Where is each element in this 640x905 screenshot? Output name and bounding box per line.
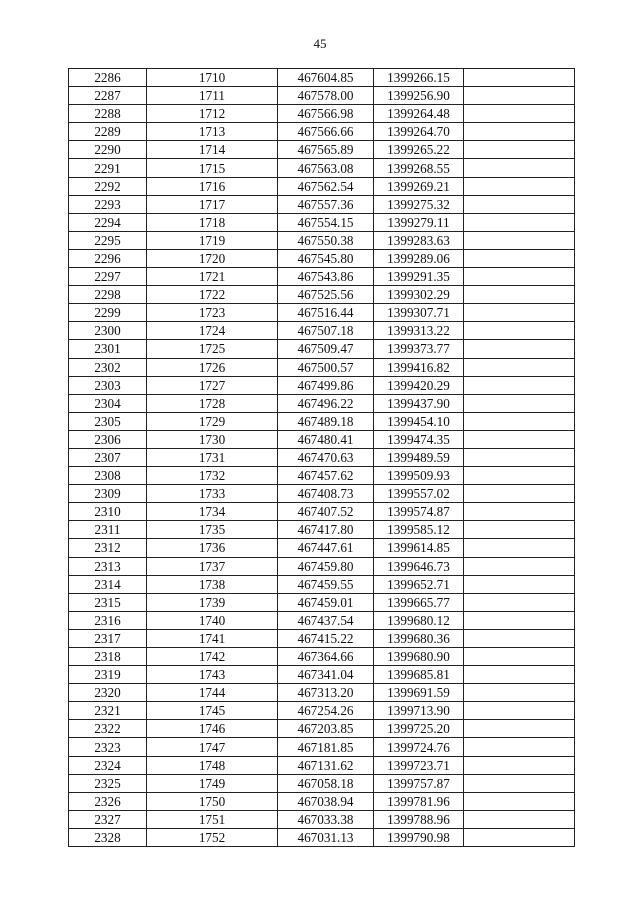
vertex-number-cell: 1728 [147,394,278,412]
vertex-number-cell: 1714 [147,141,278,159]
point-number-cell: 2308 [69,467,147,485]
empty-cell [464,467,575,485]
vertex-number-cell: 1729 [147,412,278,430]
table-row [69,521,575,539]
table-row [69,141,575,159]
y-coordinate-cell: 1399790.98 [374,828,464,846]
table-row [69,286,575,304]
table-row [69,593,575,611]
x-coordinate-cell: 467457.62 [278,467,374,485]
x-coordinate-cell: 467496.22 [278,394,374,412]
empty-cell [464,666,575,684]
table-row [69,376,575,394]
vertex-number-cell: 1721 [147,268,278,286]
x-coordinate-cell: 467566.66 [278,123,374,141]
point-number-cell: 2315 [69,593,147,611]
x-coordinate-cell: 467038.94 [278,792,374,810]
vertex-number-cell: 1749 [147,774,278,792]
empty-cell [464,376,575,394]
empty-cell [464,195,575,213]
x-coordinate-cell: 467565.89 [278,141,374,159]
empty-cell [464,123,575,141]
table-row [69,340,575,358]
point-number-cell: 2313 [69,557,147,575]
empty-cell [464,412,575,430]
empty-cell [464,648,575,666]
vertex-number-cell: 1718 [147,213,278,231]
point-number-cell: 2324 [69,756,147,774]
empty-cell [464,792,575,810]
point-number-cell: 2327 [69,810,147,828]
x-coordinate-cell: 467181.85 [278,738,374,756]
point-number-cell: 2325 [69,774,147,792]
y-coordinate-cell: 1399437.90 [374,394,464,412]
table-row [69,213,575,231]
y-coordinate-cell: 1399574.87 [374,503,464,521]
point-number-cell: 2295 [69,231,147,249]
y-coordinate-cell: 1399614.85 [374,539,464,557]
vertex-number-cell: 1732 [147,467,278,485]
vertex-number-cell: 1710 [147,69,278,87]
x-coordinate-cell: 467447.61 [278,539,374,557]
point-number-cell: 2291 [69,159,147,177]
x-coordinate-cell: 467058.18 [278,774,374,792]
vertex-number-cell: 1723 [147,304,278,322]
vertex-number-cell: 1716 [147,177,278,195]
table-row [69,666,575,684]
coordinates-table-body [69,69,575,847]
point-number-cell: 2326 [69,792,147,810]
point-number-cell: 2294 [69,213,147,231]
empty-cell [464,430,575,448]
empty-cell [464,448,575,466]
x-coordinate-cell: 467604.85 [278,69,374,87]
empty-cell [464,231,575,249]
vertex-number-cell: 1750 [147,792,278,810]
vertex-number-cell: 1722 [147,286,278,304]
table-row [69,557,575,575]
y-coordinate-cell: 1399646.73 [374,557,464,575]
y-coordinate-cell: 1399264.70 [374,123,464,141]
vertex-number-cell: 1730 [147,430,278,448]
x-coordinate-cell: 467415.22 [278,629,374,647]
point-number-cell: 2312 [69,539,147,557]
vertex-number-cell: 1713 [147,123,278,141]
empty-cell [464,87,575,105]
x-coordinate-cell: 467480.41 [278,430,374,448]
point-number-cell: 2293 [69,195,147,213]
table-row [69,87,575,105]
table-row [69,738,575,756]
y-coordinate-cell: 1399680.90 [374,648,464,666]
vertex-number-cell: 1735 [147,521,278,539]
table-row [69,448,575,466]
empty-cell [464,702,575,720]
empty-cell [464,322,575,340]
table-row [69,304,575,322]
table-row [69,720,575,738]
y-coordinate-cell: 1399781.96 [374,792,464,810]
table-row [69,756,575,774]
point-number-cell: 2310 [69,503,147,521]
x-coordinate-cell: 467203.85 [278,720,374,738]
y-coordinate-cell: 1399489.59 [374,448,464,466]
empty-cell [464,213,575,231]
x-coordinate-cell: 467554.15 [278,213,374,231]
y-coordinate-cell: 1399256.90 [374,87,464,105]
y-coordinate-cell: 1399265.22 [374,141,464,159]
empty-cell [464,340,575,358]
y-coordinate-cell: 1399725.20 [374,720,464,738]
y-coordinate-cell: 1399302.29 [374,286,464,304]
point-number-cell: 2317 [69,629,147,647]
point-number-cell: 2304 [69,394,147,412]
vertex-number-cell: 1743 [147,666,278,684]
empty-cell [464,557,575,575]
table-row [69,629,575,647]
y-coordinate-cell: 1399685.81 [374,666,464,684]
y-coordinate-cell: 1399264.48 [374,105,464,123]
point-number-cell: 2309 [69,485,147,503]
point-number-cell: 2299 [69,304,147,322]
y-coordinate-cell: 1399307.71 [374,304,464,322]
point-number-cell: 2320 [69,684,147,702]
x-coordinate-cell: 467459.01 [278,593,374,611]
point-number-cell: 2328 [69,828,147,846]
y-coordinate-cell: 1399275.32 [374,195,464,213]
table-row [69,810,575,828]
table-row [69,430,575,448]
vertex-number-cell: 1740 [147,611,278,629]
table-row [69,159,575,177]
vertex-number-cell: 1739 [147,593,278,611]
empty-cell [464,105,575,123]
x-coordinate-cell: 467254.26 [278,702,374,720]
table-row [69,792,575,810]
point-number-cell: 2297 [69,268,147,286]
point-number-cell: 2290 [69,141,147,159]
x-coordinate-cell: 467313.20 [278,684,374,702]
point-number-cell: 2319 [69,666,147,684]
y-coordinate-cell: 1399291.35 [374,268,464,286]
y-coordinate-cell: 1399757.87 [374,774,464,792]
y-coordinate-cell: 1399723.71 [374,756,464,774]
table-row [69,575,575,593]
y-coordinate-cell: 1399652.71 [374,575,464,593]
empty-cell [464,828,575,846]
point-number-cell: 2301 [69,340,147,358]
empty-cell [464,684,575,702]
x-coordinate-cell: 467470.63 [278,448,374,466]
y-coordinate-cell: 1399557.02 [374,485,464,503]
x-coordinate-cell: 467489.18 [278,412,374,430]
table-row [69,177,575,195]
x-coordinate-cell: 467543.86 [278,268,374,286]
vertex-number-cell: 1744 [147,684,278,702]
x-coordinate-cell: 467525.56 [278,286,374,304]
vertex-number-cell: 1725 [147,340,278,358]
x-coordinate-cell: 467566.98 [278,105,374,123]
point-number-cell: 2286 [69,69,147,87]
vertex-number-cell: 1748 [147,756,278,774]
vertex-number-cell: 1745 [147,702,278,720]
vertex-number-cell: 1726 [147,358,278,376]
y-coordinate-cell: 1399283.63 [374,231,464,249]
vertex-number-cell: 1736 [147,539,278,557]
vertex-number-cell: 1731 [147,448,278,466]
y-coordinate-cell: 1399373.77 [374,340,464,358]
table-row [69,394,575,412]
empty-cell [464,503,575,521]
point-number-cell: 2316 [69,611,147,629]
y-coordinate-cell: 1399313.22 [374,322,464,340]
table-row [69,105,575,123]
empty-cell [464,485,575,503]
empty-cell [464,810,575,828]
x-coordinate-cell: 467437.54 [278,611,374,629]
vertex-number-cell: 1711 [147,87,278,105]
y-coordinate-cell: 1399713.90 [374,702,464,720]
y-coordinate-cell: 1399289.06 [374,249,464,267]
y-coordinate-cell: 1399269.21 [374,177,464,195]
vertex-number-cell: 1747 [147,738,278,756]
table-row [69,611,575,629]
point-number-cell: 2287 [69,87,147,105]
vertex-number-cell: 1733 [147,485,278,503]
vertex-number-cell: 1734 [147,503,278,521]
y-coordinate-cell: 1399420.29 [374,376,464,394]
empty-cell [464,394,575,412]
vertex-number-cell: 1727 [147,376,278,394]
empty-cell [464,358,575,376]
x-coordinate-cell: 467578.00 [278,87,374,105]
y-coordinate-cell: 1399724.76 [374,738,464,756]
x-coordinate-cell: 467545.80 [278,249,374,267]
x-coordinate-cell: 467500.57 [278,358,374,376]
point-number-cell: 2303 [69,376,147,394]
table-row [69,358,575,376]
x-coordinate-cell: 467417.80 [278,521,374,539]
table-row [69,485,575,503]
point-number-cell: 2292 [69,177,147,195]
point-number-cell: 2300 [69,322,147,340]
y-coordinate-cell: 1399691.59 [374,684,464,702]
y-coordinate-cell: 1399454.10 [374,412,464,430]
point-number-cell: 2314 [69,575,147,593]
coordinates-table [68,68,575,847]
vertex-number-cell: 1719 [147,231,278,249]
vertex-number-cell: 1712 [147,105,278,123]
table-row [69,268,575,286]
table-row [69,648,575,666]
point-number-cell: 2296 [69,249,147,267]
vertex-number-cell: 1724 [147,322,278,340]
empty-cell [464,720,575,738]
x-coordinate-cell: 467131.62 [278,756,374,774]
x-coordinate-cell: 467563.08 [278,159,374,177]
empty-cell [464,249,575,267]
empty-cell [464,159,575,177]
vertex-number-cell: 1715 [147,159,278,177]
empty-cell [464,304,575,322]
table-row [69,503,575,521]
vertex-number-cell: 1751 [147,810,278,828]
y-coordinate-cell: 1399680.36 [374,629,464,647]
vertex-number-cell: 1746 [147,720,278,738]
empty-cell [464,521,575,539]
vertex-number-cell: 1717 [147,195,278,213]
empty-cell [464,774,575,792]
x-coordinate-cell: 467550.38 [278,231,374,249]
y-coordinate-cell: 1399665.77 [374,593,464,611]
empty-cell [464,575,575,593]
point-number-cell: 2298 [69,286,147,304]
x-coordinate-cell: 467509.47 [278,340,374,358]
y-coordinate-cell: 1399268.55 [374,159,464,177]
vertex-number-cell: 1737 [147,557,278,575]
vertex-number-cell: 1738 [147,575,278,593]
y-coordinate-cell: 1399680.12 [374,611,464,629]
table-row [69,412,575,430]
table-row [69,231,575,249]
vertex-number-cell: 1752 [147,828,278,846]
point-number-cell: 2307 [69,448,147,466]
empty-cell [464,141,575,159]
x-coordinate-cell: 467557.36 [278,195,374,213]
y-coordinate-cell: 1399788.96 [374,810,464,828]
x-coordinate-cell: 467031.13 [278,828,374,846]
point-number-cell: 2318 [69,648,147,666]
x-coordinate-cell: 467341.04 [278,666,374,684]
x-coordinate-cell: 467507.18 [278,322,374,340]
point-number-cell: 2311 [69,521,147,539]
vertex-number-cell: 1742 [147,648,278,666]
x-coordinate-cell: 467459.80 [278,557,374,575]
empty-cell [464,611,575,629]
y-coordinate-cell: 1399279.11 [374,213,464,231]
point-number-cell: 2322 [69,720,147,738]
point-number-cell: 2306 [69,430,147,448]
table-row [69,774,575,792]
table-row [69,467,575,485]
empty-cell [464,593,575,611]
x-coordinate-cell: 467516.44 [278,304,374,322]
point-number-cell: 2305 [69,412,147,430]
empty-cell [464,286,575,304]
point-number-cell: 2323 [69,738,147,756]
vertex-number-cell: 1720 [147,249,278,267]
empty-cell [464,177,575,195]
table-row [69,69,575,87]
y-coordinate-cell: 1399474.35 [374,430,464,448]
table-row [69,249,575,267]
table-row [69,123,575,141]
empty-cell [464,629,575,647]
empty-cell [464,69,575,87]
point-number-cell: 2289 [69,123,147,141]
y-coordinate-cell: 1399416.82 [374,358,464,376]
x-coordinate-cell: 467562.54 [278,177,374,195]
point-number-cell: 2321 [69,702,147,720]
table-row [69,539,575,557]
y-coordinate-cell: 1399266.15 [374,69,464,87]
empty-cell [464,738,575,756]
page-number: 45 [313,36,327,51]
point-number-cell: 2288 [69,105,147,123]
empty-cell [464,756,575,774]
table-row [69,322,575,340]
table-row [69,684,575,702]
x-coordinate-cell: 467407.52 [278,503,374,521]
y-coordinate-cell: 1399585.12 [374,521,464,539]
table-row [69,702,575,720]
y-coordinate-cell: 1399509.93 [374,467,464,485]
x-coordinate-cell: 467033.38 [278,810,374,828]
x-coordinate-cell: 467364.66 [278,648,374,666]
x-coordinate-cell: 467459.55 [278,575,374,593]
x-coordinate-cell: 467499.86 [278,376,374,394]
vertex-number-cell: 1741 [147,629,278,647]
empty-cell [464,539,575,557]
table-row [69,828,575,846]
empty-cell [464,268,575,286]
x-coordinate-cell: 467408.73 [278,485,374,503]
point-number-cell: 2302 [69,358,147,376]
table-row [69,195,575,213]
